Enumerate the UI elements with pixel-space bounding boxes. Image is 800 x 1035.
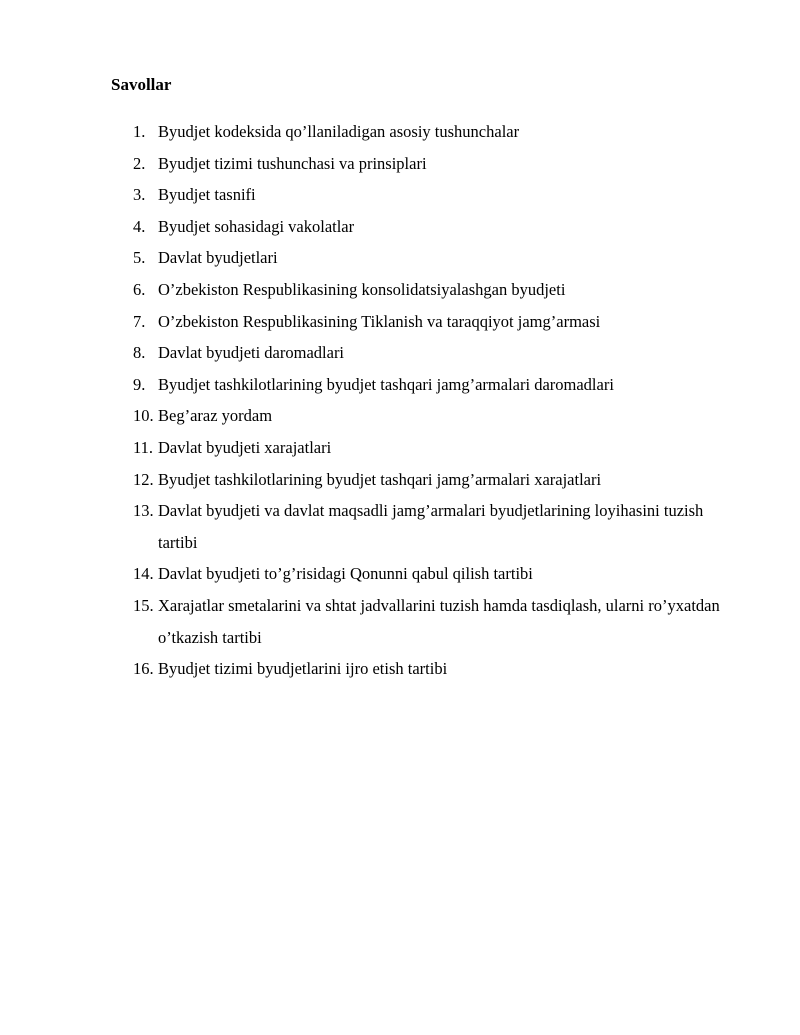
question-number: 7. [133, 311, 146, 331]
question-number: 5. [133, 248, 146, 268]
question-text: Xarajatlar smetalarini va shtat jadvallarini tuzish hamda tasdiqlash, ularni ro’yxatdan o’tkazish tartibi [158, 595, 720, 647]
question-number: 16. [133, 659, 154, 679]
question-item [0, 274, 800, 306]
question-item [0, 590, 800, 653]
question-text: Beg’araz yordam [158, 406, 273, 426]
question-number: 10. [133, 406, 154, 426]
question-number: 12. [133, 469, 154, 489]
question-item [0, 369, 800, 401]
question-text: Byudjet tizimi tushunchasi va prinsiplari [158, 153, 427, 173]
question-number: 6. [133, 279, 146, 299]
page-title: Savollar [111, 75, 172, 94]
question-item [0, 464, 800, 496]
question-text: Davlat byudjetlari [158, 248, 278, 268]
question-text: O’zbekiston Respublikasining Tiklanish va taraqqiyot jamg’armasi [158, 311, 601, 331]
question-number: 4. [133, 216, 146, 236]
question-text: Byudjet sohasidagi vakolatlar [158, 216, 355, 236]
question-item [0, 495, 800, 558]
question-item [0, 148, 800, 180]
question-text: Byudjet tashkilotlarining byudjet tashqari jamg’armalari daromadlari [158, 374, 614, 394]
question-number: 1. [133, 122, 146, 141]
question-text: Davlat byudjeti xarajatlari [158, 437, 332, 457]
question-item [0, 400, 800, 432]
question-text: Byudjet kodeksida qo’llaniladigan asosiy tushunchalar [158, 122, 520, 141]
question-number: 9. [133, 374, 146, 394]
question-text: Davlat byudjeti va davlat maqsadli jamg’armalari byudjetlarining loyihasini tuzish tartibi [158, 501, 704, 552]
question-item [0, 432, 800, 464]
question-item [0, 558, 800, 590]
question-text: Davlat byudjeti to’g’risidagi Qonunni qabul qilish tartibi [158, 564, 533, 584]
question-number: 15. [133, 595, 154, 615]
question-item [0, 337, 800, 369]
question-item [0, 116, 800, 148]
question-list [0, 116, 800, 685]
question-number: 3. [133, 185, 146, 205]
question-number: 14. [133, 564, 154, 584]
question-text: Byudjet tashkilotlarining byudjet tashqari jamg’armalari xarajatlari [158, 469, 602, 489]
question-number: 8. [133, 343, 146, 363]
question-number: 13. [133, 501, 154, 521]
question-item [0, 179, 800, 211]
question-number: 11. [133, 437, 154, 457]
question-item [0, 211, 800, 243]
question-item [0, 653, 800, 685]
question-text: Byudjet tasnifi [158, 185, 256, 205]
question-text: O’zbekiston Respublikasining konsolidatsiyalashgan byudjeti [158, 279, 566, 299]
question-item [0, 242, 800, 274]
question-item [0, 306, 800, 338]
question-text: Byudjet tizimi byudjetlarini ijro etish tartibi [158, 659, 448, 679]
question-number: 2. [133, 153, 146, 173]
question-text: Davlat byudjeti daromadlari [158, 343, 345, 363]
